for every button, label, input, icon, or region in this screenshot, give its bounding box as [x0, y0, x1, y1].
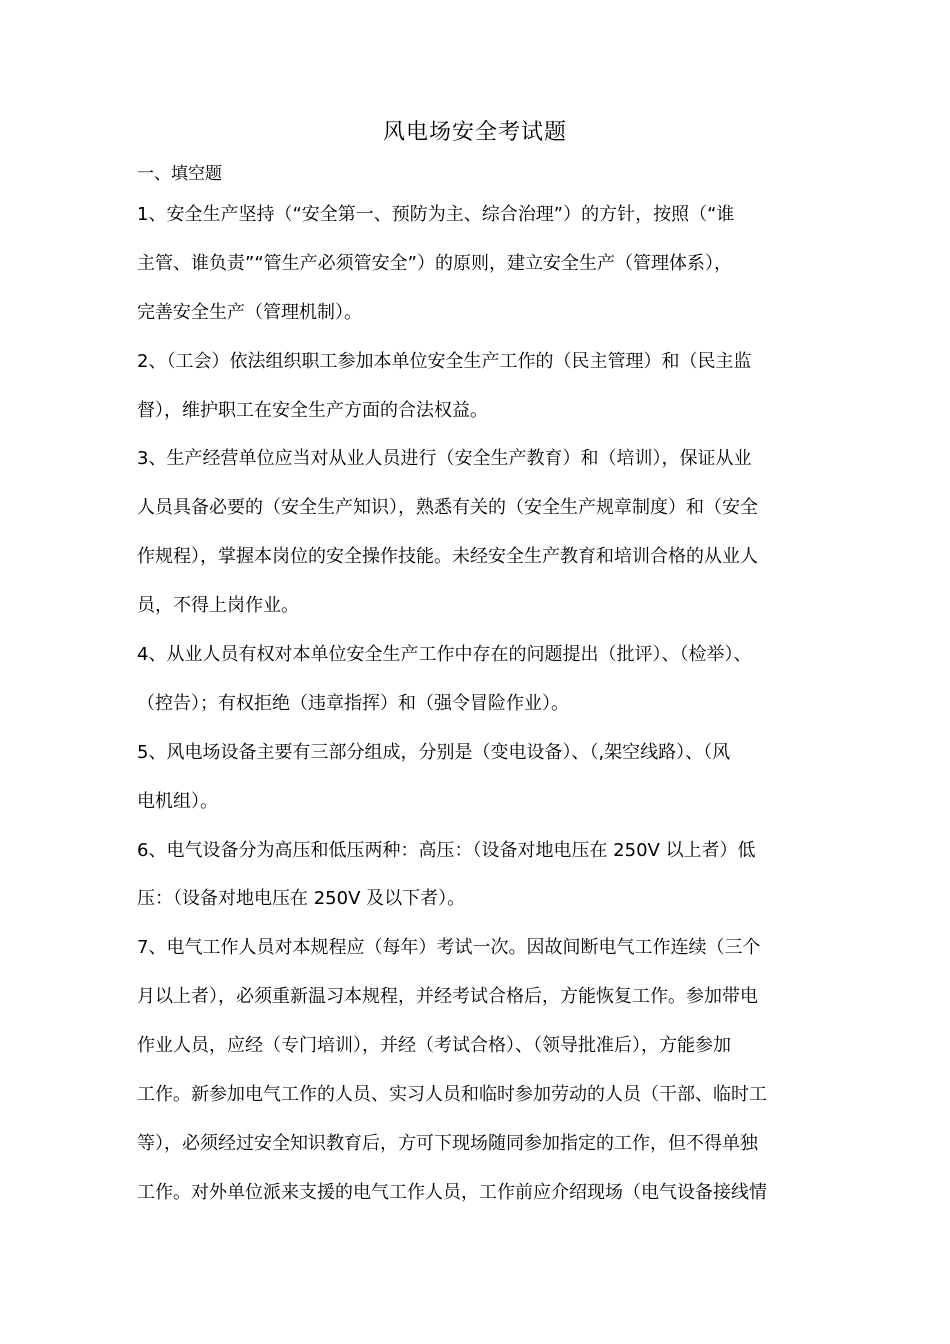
- text-line: 作规程），掌握本岗位的安全操作技能。未经安全生产教育和培训合格的从业人: [137, 546, 758, 568]
- text-line: 4、从业人员有权对本单位安全生产工作中存在的问题提出（批评）、（检举）、: [137, 644, 752, 666]
- document-title: 风电场安全考试题: [382, 120, 567, 145]
- section-heading: 一、填空题: [137, 164, 222, 184]
- text-line: 月以上者），必须重新温习本规程，并经考试合格后，方能恢复工作。参加带电: [137, 986, 758, 1008]
- text-line: 等），必须经过安全知识教育后，方可下现场随同参加指定的工作，但不得单独: [137, 1132, 758, 1154]
- text-line: 压：（设备对地电压在 250V 及以下者）。: [137, 888, 466, 910]
- text-line: 3、生产经营单位应当对从业人员进行（安全生产教育）和（培训），保证从业: [137, 448, 752, 470]
- text-line: 2、（工会）依法组织职工参加本单位安全生产工作的（民主管理）和（民主监: [137, 350, 752, 372]
- text-line: 电机组）。: [137, 790, 218, 812]
- text-line: 1、安全生产坚持（“安全第一、预防为主、综合治理”）的方针，按照（“谁: [137, 204, 735, 225]
- text-line: 作业人员，应经（专门培训），并经（考试合格）、（领导批准后），方能参加: [137, 1035, 731, 1057]
- text-line: 6、电气设备分为高压和低压两种：高压：（设备对地电压在 250V 以上者）低: [137, 839, 756, 861]
- text-line: 5、风电场设备主要有三部分组成，分别是（变电设备）、（,架空线路）、（风: [137, 741, 731, 763]
- text-line: 人员具备必要的（安全生产知识），熟悉有关的（安全生产规章制度）和（安全: [137, 497, 758, 519]
- question-body: [137, 191, 809, 1218]
- text-line: 督），维护职工在安全生产方面的合法权益。: [137, 399, 488, 421]
- text-line: 7、电气工作人员对本规程应（每年）考试一次。因故间断电气工作连续（三个: [137, 937, 761, 959]
- text-line: 工作。新参加电气工作的人员、实习人员和临时参加劳动的人员（干部、临时工: [137, 1084, 767, 1106]
- text-line: 员，不得上岗作业。: [137, 595, 299, 617]
- text-line: （控告）；有权拒绝（违章指挥）和（强令冒险作业）。: [137, 692, 569, 714]
- text-line: 完善安全生产（管理机制）。: [137, 301, 362, 323]
- text-line: 工作。对外单位派来支援的电气工作人员，工作前应介绍现场（电气设备接线情: [137, 1181, 767, 1203]
- text-line: 主管、谁负责”“管生产必须管安全”）的原则，建立安全生产（管理体系），: [137, 252, 732, 274]
